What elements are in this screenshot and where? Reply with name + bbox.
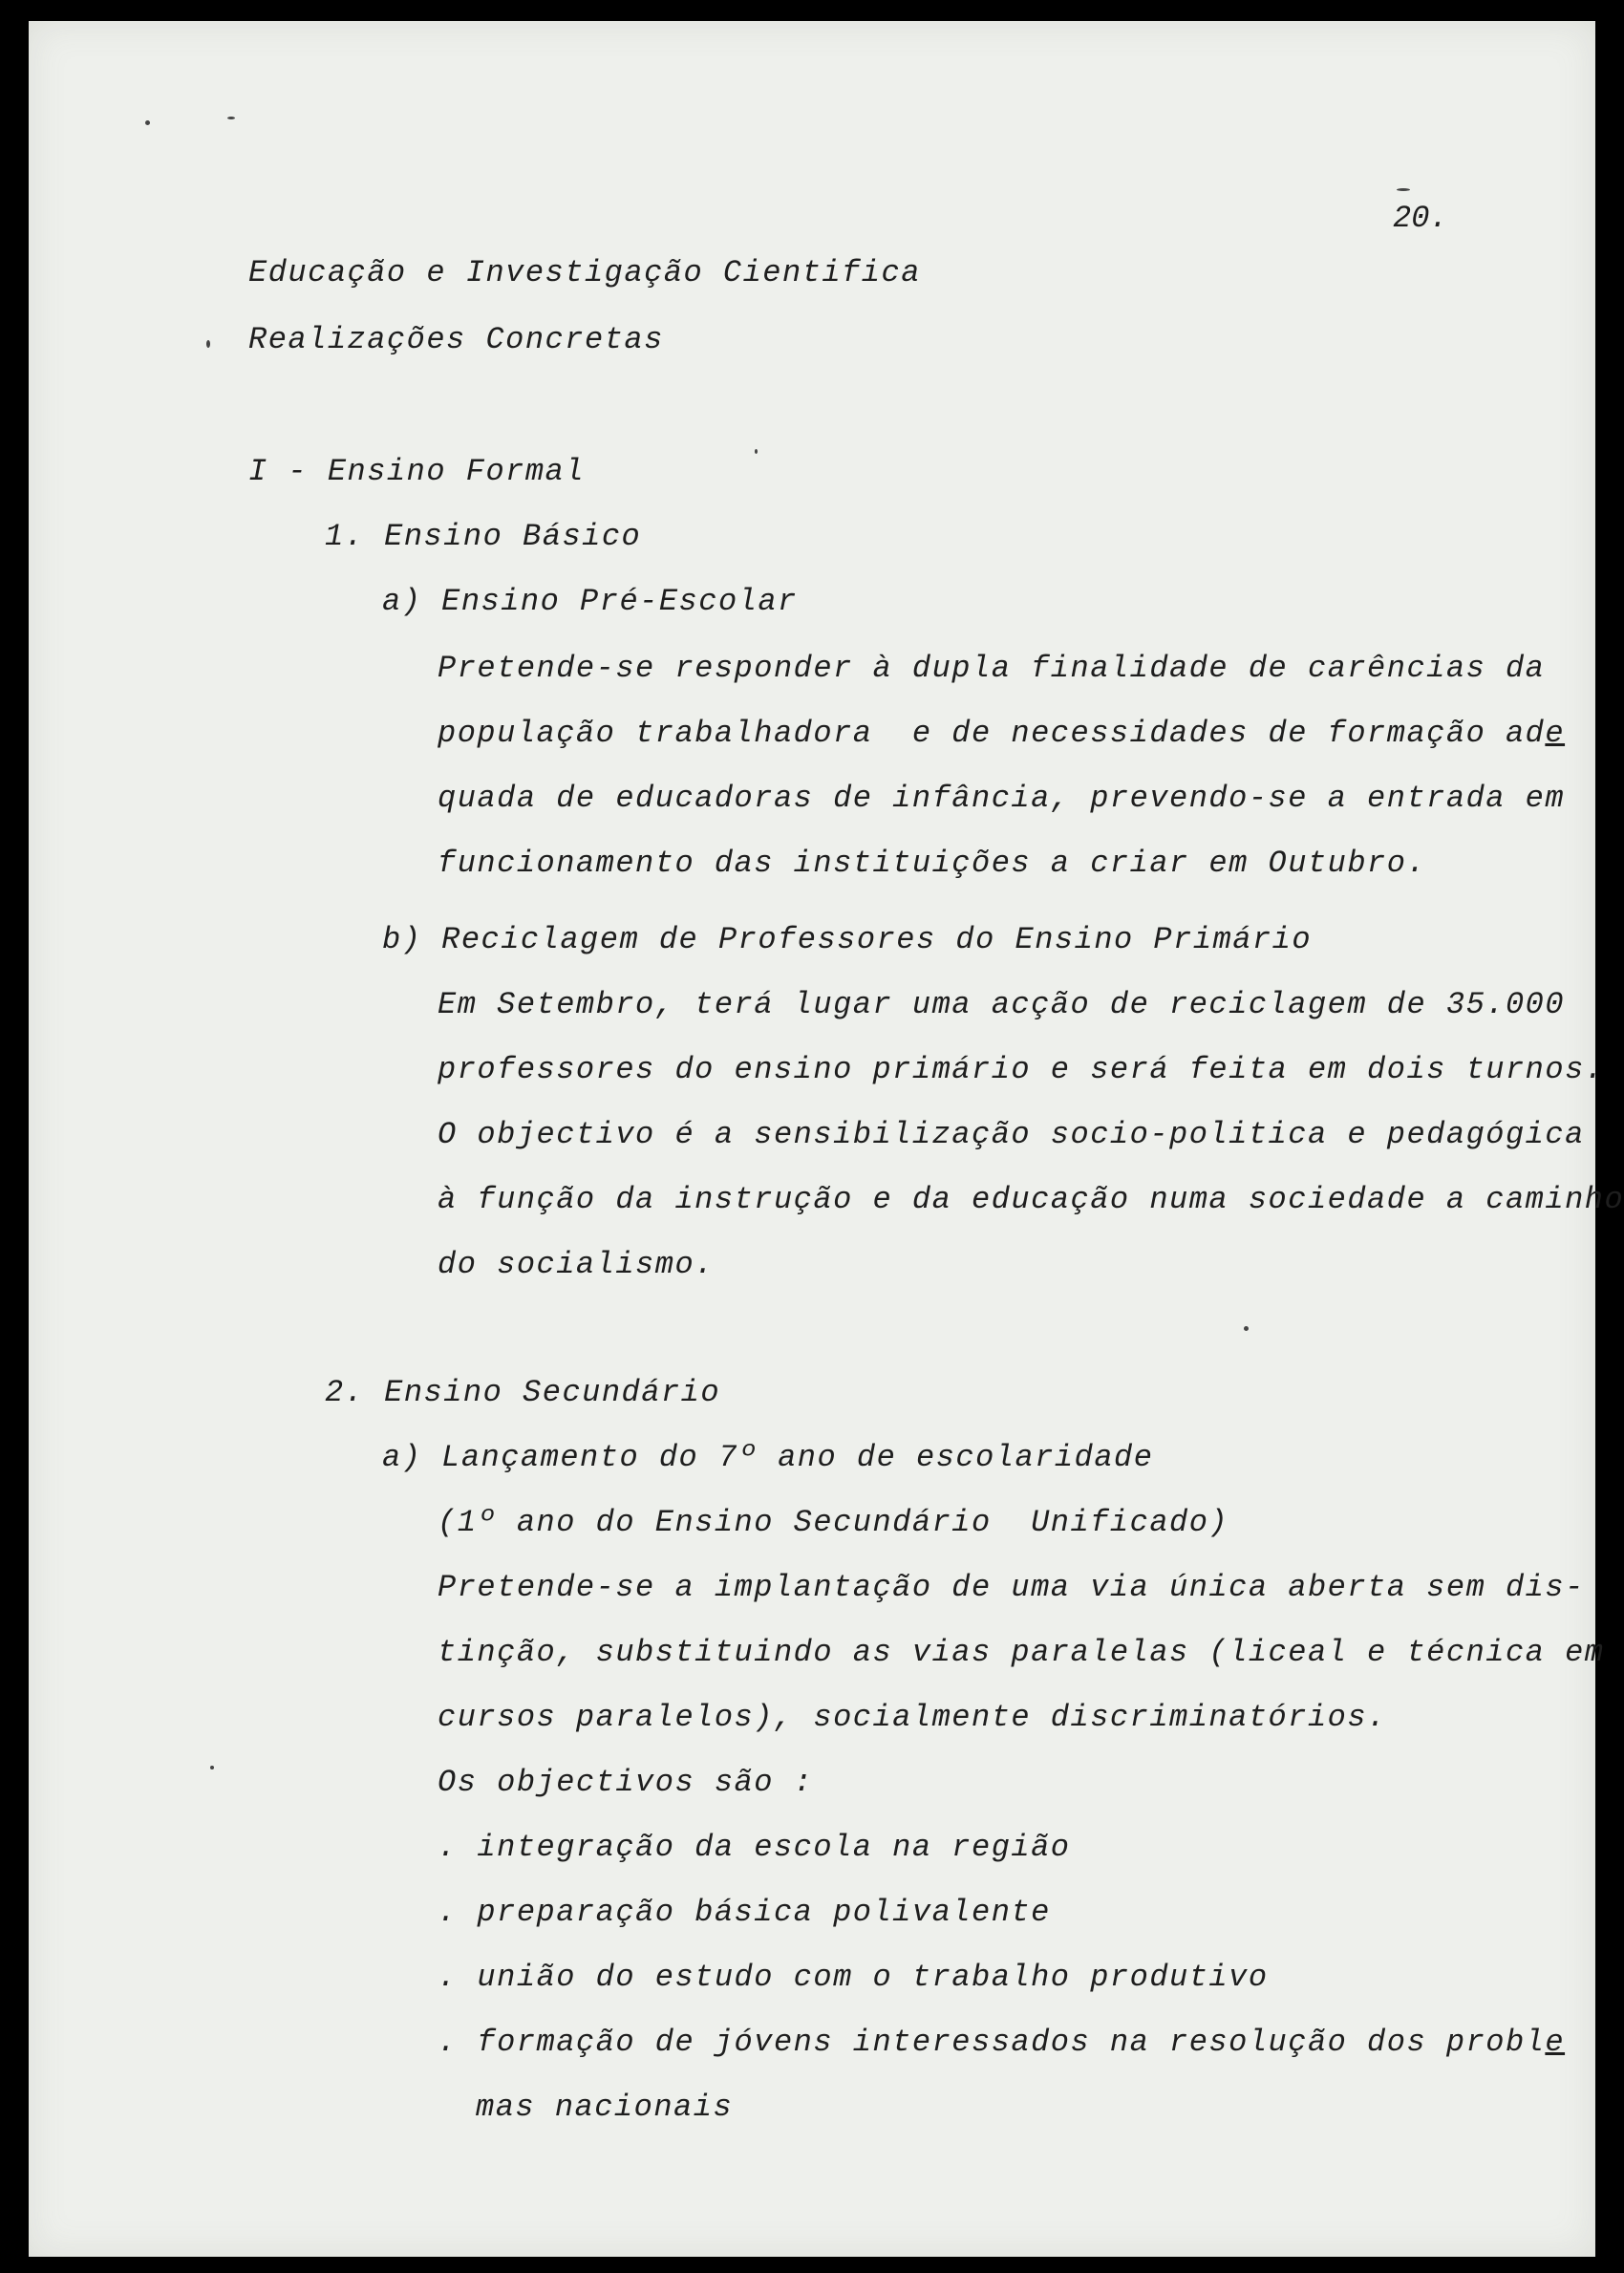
subsection-heading: 2. Ensino Secundário: [325, 1375, 721, 1410]
paragraph-line: quada de educadoras de infância, prevendo-se a entrada em: [438, 781, 1566, 816]
bullet-item: . preparação básica polivalente: [438, 1895, 1051, 1930]
bullet-continuation: mas nacionais: [476, 2090, 734, 2125]
subsection-heading: 1. Ensino Básico: [325, 519, 642, 554]
paragraph-line: cursos paralelos), socialmente discriminatórios.: [438, 1700, 1387, 1735]
paragraph-line: O objectivo é a sensibilização socio-politica e pedagógica: [438, 1117, 1585, 1152]
paragraph-line: funcionamento das instituições a criar em Outubro.: [438, 846, 1427, 881]
item-heading: a) Lançamento do 7º ano de escolaridade: [382, 1440, 1154, 1475]
paragraph-line: tinção, substituindo as vias paralelas (liceal e técnica em: [438, 1635, 1605, 1670]
paragraph-line: à função da instrução e da educação numa sociedade a caminho: [438, 1182, 1624, 1217]
paragraph-line: do socialismo.: [438, 1247, 715, 1282]
bullet-item: . formação de jóvens interessados na resolução dos proble: [438, 2025, 1566, 2060]
paragraph-line: professores do ensino primário e será feita em dois turnos.: [438, 1052, 1605, 1087]
section-heading: I - Ensino Formal: [248, 454, 585, 489]
paragraph-line: Em Setembro, terá lugar uma acção de reciclagem de 35.000: [438, 987, 1566, 1022]
ink-speck: [755, 449, 758, 454]
item-heading: a) Ensino Pré-Escolar: [382, 584, 798, 619]
ink-speck: [1244, 1326, 1249, 1331]
underlined-hyphenation: e: [1545, 2025, 1566, 2060]
paragraph-line: população trabalhadora e de necessidades de formação ade: [438, 716, 1566, 751]
page-number: 20.: [1393, 201, 1448, 236]
bullet-item: . união do estudo com o trabalho produtivo: [438, 1960, 1269, 1995]
paragraph-line: Os objectivos são :: [438, 1765, 814, 1800]
paragraph-line: Pretende-se responder à dupla finalidade de carências da: [438, 651, 1546, 686]
bullet-item: . integração da escola na região: [438, 1830, 1071, 1865]
underlined-hyphenation: e: [1545, 716, 1566, 751]
document-title: Educação e Investigação Cientifica: [248, 255, 921, 290]
document-subtitle: Realizações Concretas: [248, 322, 664, 357]
ink-speck: [1397, 188, 1410, 191]
ink-speck: [206, 340, 210, 348]
ink-speck: [145, 120, 150, 125]
item-subheading: (1º ano do Ensino Secundário Unificado): [438, 1505, 1229, 1540]
item-heading: b) Reciclagem de Professores do Ensino Primário: [382, 922, 1313, 957]
ink-speck: [210, 1766, 214, 1769]
ink-speck: [227, 117, 235, 119]
paragraph-line: Pretende-se a implantação de uma via única aberta sem dis-: [438, 1570, 1585, 1605]
